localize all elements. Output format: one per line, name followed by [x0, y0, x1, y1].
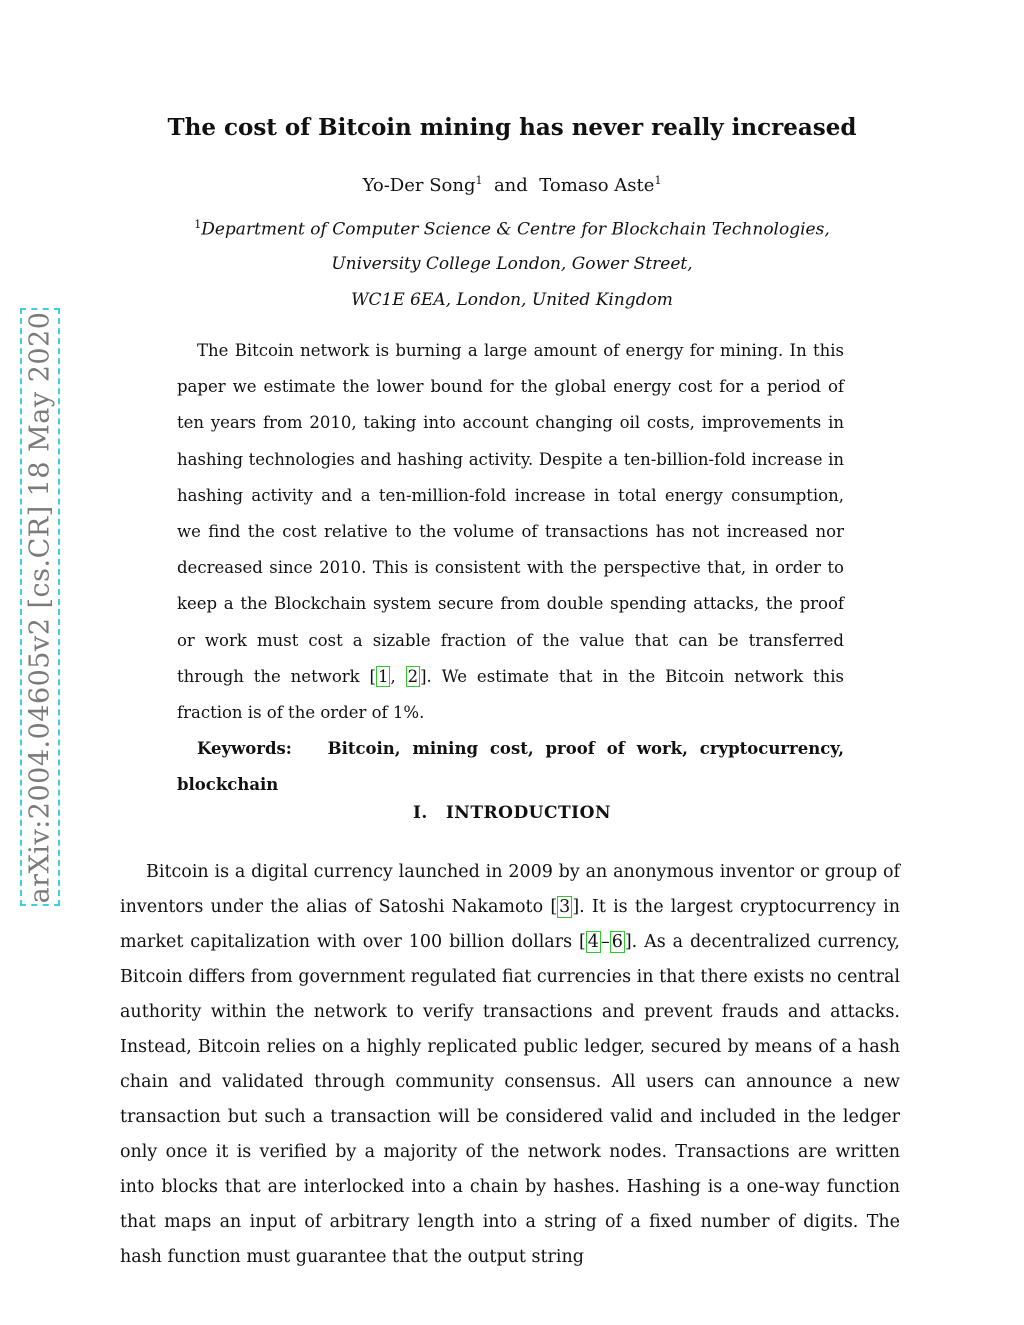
abstract-paragraph	[177, 333, 844, 731]
paper-title: The cost of Bitcoin mining has never really increased	[167, 114, 857, 141]
citation-link[interactable]: 2	[407, 666, 419, 686]
author-name: Tomaso Aste	[539, 175, 655, 196]
affiliation-line-2: University College London, Gower Street,	[331, 254, 693, 274]
introduction-paragraph	[120, 855, 900, 1275]
section-title: INTRODUCTION	[445, 803, 611, 823]
section-number: I.	[412, 803, 428, 823]
introduction-body	[120, 855, 900, 1275]
citation-link[interactable]: 1	[377, 666, 389, 686]
affiliation-mark: 1	[194, 218, 202, 231]
abstract	[177, 333, 844, 804]
author-line	[0, 174, 1024, 196]
citation-link[interactable]: 6	[611, 932, 623, 952]
abstract-text: The Bitcoin network is burning a large amount of energy for mining. In this paper we estimate the lower bound for the global energy cost for a period of ten years from 2010, taking into account changing oil costs, improvements in hashing technologies and hashing activity. Despite a ten-billion-fold increase in hashing activity and a ten-million-fold increase in total energy consumption, we find the cost relative to the volume of transactions has not increased nor decreased since 2010. This is consistent with the perspective that, in order to keep a the Blockchain system secure from double spending attacks, the proof or work must cost a sizable fraction of the value that can be transferred through the network [	[177, 341, 844, 686]
body-text: Bitcoin is a digital currency launched in 2009 by an anonymous inventor or group of inventors under the alias of Satoshi Nakamoto [	[120, 862, 900, 917]
citation-link[interactable]: 3	[559, 897, 571, 917]
keywords-list: Bitcoin, mining cost, proof of work, cryptocurrency, blockchain	[177, 739, 844, 795]
affiliation-line-1	[0, 218, 1024, 240]
keywords	[177, 731, 844, 803]
keywords-label: Keywords:	[197, 739, 292, 759]
body-text: ]. As a decentralized currency, Bitcoin differs from government regulated fiat currencies in that there exists no central authority within the network to verify transactions and prevent frauds and attacks. Instead, Bitcoin relies on a highly replicated public ledger, secured by means of a hash chain and validated through community consensus. All users can announce a new transaction but such a transaction will be considered valid and included in the ledger only once it is verified by a majority of the network nodes. Transactions are written into blocks that are interlocked into a chain by hashes. Hashing is a one-way function that maps an input of arbitrary length into a string of a fixed number of digits. The hash function must guarantee that the output string	[120, 932, 900, 1267]
body-text: ]. It is the largest cryptocurrency in market capitalization with over 100 billion dollars [	[120, 897, 900, 952]
citation-link[interactable]: 4	[587, 932, 599, 952]
section-heading	[0, 803, 1024, 823]
author-affiliation-mark: 1	[475, 174, 483, 187]
citation-separator: –	[600, 932, 610, 952]
citation-separator: ,	[390, 666, 406, 686]
author-name: Yo-Der Song	[362, 175, 476, 196]
arxiv-identifier-text: arXiv:2004.04605v2 [cs.CR] 18 May 2020	[24, 311, 56, 903]
author-affiliation-mark: 1	[654, 174, 662, 187]
affiliation-text: Department of Computer Science & Centre for Blockchain Technologies,	[201, 219, 830, 240]
affiliation-line-3: WC1E 6EA, London, United Kingdom	[351, 290, 673, 310]
abstract-text: ]. We estimate that in the Bitcoin network this fraction is of the order of 1%.	[177, 666, 844, 723]
author-conjunction: and	[493, 175, 528, 196]
